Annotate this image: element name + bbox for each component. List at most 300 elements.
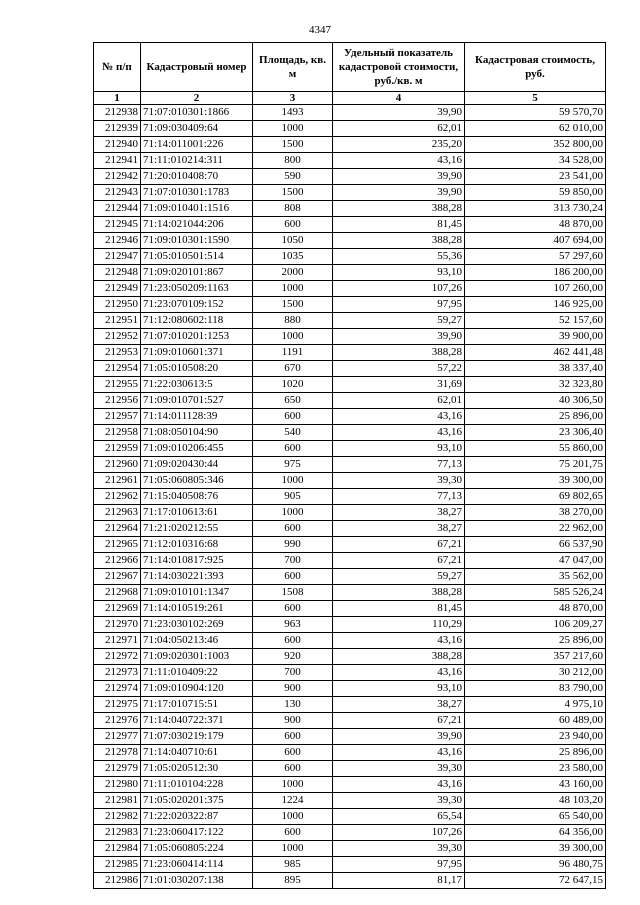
unit-rate-cell: 31,69 bbox=[333, 377, 465, 393]
area-cell: 1500 bbox=[253, 185, 333, 201]
column-number-row bbox=[94, 92, 606, 105]
area-cell: 800 bbox=[253, 153, 333, 169]
row-number-cell: 212957 bbox=[94, 409, 141, 425]
column-number: 3 bbox=[253, 92, 333, 105]
area-cell: 590 bbox=[253, 169, 333, 185]
cadastral-number-cell: 71:09:020430:44 bbox=[141, 457, 253, 473]
cadastral-number-cell: 71:14:040710:61 bbox=[141, 745, 253, 761]
table-row bbox=[94, 361, 606, 377]
cadastral-value-cell: 23 940,00 bbox=[465, 729, 606, 745]
area-cell: 600 bbox=[253, 569, 333, 585]
area-cell: 1000 bbox=[253, 777, 333, 793]
unit-rate-cell: 77,13 bbox=[333, 489, 465, 505]
area-cell: 1493 bbox=[253, 105, 333, 121]
area-cell: 540 bbox=[253, 425, 333, 441]
unit-rate-cell: 81,45 bbox=[333, 601, 465, 617]
row-number-cell: 212975 bbox=[94, 697, 141, 713]
area-cell: 1020 bbox=[253, 377, 333, 393]
row-number-cell: 212961 bbox=[94, 473, 141, 489]
area-cell: 600 bbox=[253, 761, 333, 777]
row-number-cell: 212951 bbox=[94, 313, 141, 329]
unit-rate-cell: 388,28 bbox=[333, 233, 465, 249]
area-cell: 963 bbox=[253, 617, 333, 633]
row-number-cell: 212952 bbox=[94, 329, 141, 345]
cadastral-number-cell: 71:04:050213:46 bbox=[141, 633, 253, 649]
row-number-cell: 212980 bbox=[94, 777, 141, 793]
area-cell: 2000 bbox=[253, 265, 333, 281]
cadastral-value-cell: 38 270,00 bbox=[465, 505, 606, 521]
cadastral-value-cell: 23 541,00 bbox=[465, 169, 606, 185]
table-header bbox=[94, 43, 606, 92]
table-row bbox=[94, 713, 606, 729]
area-cell: 600 bbox=[253, 521, 333, 537]
area-cell: 975 bbox=[253, 457, 333, 473]
table-row bbox=[94, 505, 606, 521]
unit-rate-cell: 43,16 bbox=[333, 633, 465, 649]
unit-rate-cell: 59,27 bbox=[333, 569, 465, 585]
row-number-cell: 212972 bbox=[94, 649, 141, 665]
cadastral-value-cell: 107 260,00 bbox=[465, 281, 606, 297]
cadastral-value-cell: 186 200,00 bbox=[465, 265, 606, 281]
cadastral-number-cell: 71:05:020512:30 bbox=[141, 761, 253, 777]
table-row bbox=[94, 585, 606, 601]
cadastral-number-cell: 71:09:020101:867 bbox=[141, 265, 253, 281]
unit-rate-cell: 388,28 bbox=[333, 649, 465, 665]
cadastral-value-cell: 65 540,00 bbox=[465, 809, 606, 825]
row-number-cell: 212941 bbox=[94, 153, 141, 169]
row-number-cell: 212955 bbox=[94, 377, 141, 393]
unit-rate-cell: 43,16 bbox=[333, 409, 465, 425]
cadastral-number-cell: 71:09:010401:1516 bbox=[141, 201, 253, 217]
cadastral-value-cell: 352 800,00 bbox=[465, 137, 606, 153]
table-row bbox=[94, 537, 606, 553]
table-row bbox=[94, 697, 606, 713]
cadastral-value-cell: 59 570,70 bbox=[465, 105, 606, 121]
unit-rate-cell: 81,17 bbox=[333, 873, 465, 889]
row-number-cell: 212967 bbox=[94, 569, 141, 585]
cadastral-number-cell: 71:21:020212:55 bbox=[141, 521, 253, 537]
cadastral-value-cell: 48 870,00 bbox=[465, 217, 606, 233]
area-cell: 880 bbox=[253, 313, 333, 329]
table-row bbox=[94, 761, 606, 777]
table-row bbox=[94, 457, 606, 473]
cadastral-value-cell: 35 562,00 bbox=[465, 569, 606, 585]
table-row bbox=[94, 201, 606, 217]
table-body bbox=[94, 92, 606, 889]
cadastral-number-cell: 71:11:010409:22 bbox=[141, 665, 253, 681]
unit-rate-cell: 67,21 bbox=[333, 553, 465, 569]
cadastral-value-cell: 72 647,15 bbox=[465, 873, 606, 889]
cadastral-value-cell: 106 209,27 bbox=[465, 617, 606, 633]
row-number-cell: 212969 bbox=[94, 601, 141, 617]
table-row bbox=[94, 601, 606, 617]
row-number-cell: 212982 bbox=[94, 809, 141, 825]
cadastral-number-cell: 71:20:010408:70 bbox=[141, 169, 253, 185]
unit-rate-cell: 43,16 bbox=[333, 745, 465, 761]
unit-rate-cell: 107,26 bbox=[333, 281, 465, 297]
cadastral-value-cell: 38 337,40 bbox=[465, 361, 606, 377]
cadastral-number-cell: 71:05:010501:514 bbox=[141, 249, 253, 265]
table-row bbox=[94, 521, 606, 537]
cadastral-number-cell: 71:14:010817:925 bbox=[141, 553, 253, 569]
row-number-cell: 212963 bbox=[94, 505, 141, 521]
row-number-cell: 212973 bbox=[94, 665, 141, 681]
row-number-cell: 212968 bbox=[94, 585, 141, 601]
cadastral-number-cell: 71:07:010201:1253 bbox=[141, 329, 253, 345]
table-row bbox=[94, 617, 606, 633]
row-number-cell: 212974 bbox=[94, 681, 141, 697]
cadastral-value-cell: 39 900,00 bbox=[465, 329, 606, 345]
cadastral-value-cell: 32 323,80 bbox=[465, 377, 606, 393]
area-cell: 920 bbox=[253, 649, 333, 665]
unit-rate-cell: 110,29 bbox=[333, 617, 465, 633]
table-row bbox=[94, 777, 606, 793]
cadastral-value-table bbox=[93, 42, 606, 889]
row-number-cell: 212945 bbox=[94, 217, 141, 233]
row-number-cell: 212942 bbox=[94, 169, 141, 185]
cadastral-number-cell: 71:08:050104:90 bbox=[141, 425, 253, 441]
cadastral-number-cell: 71:14:011128:39 bbox=[141, 409, 253, 425]
unit-rate-cell: 38,27 bbox=[333, 697, 465, 713]
table-row bbox=[94, 473, 606, 489]
area-cell: 1050 bbox=[253, 233, 333, 249]
unit-rate-cell: 39,30 bbox=[333, 793, 465, 809]
unit-rate-cell: 38,27 bbox=[333, 521, 465, 537]
area-cell: 600 bbox=[253, 217, 333, 233]
area-cell: 900 bbox=[253, 713, 333, 729]
cadastral-value-cell: 59 850,00 bbox=[465, 185, 606, 201]
cadastral-number-cell: 71:09:030409:64 bbox=[141, 121, 253, 137]
table-row bbox=[94, 185, 606, 201]
cadastral-value-cell: 83 790,00 bbox=[465, 681, 606, 697]
table-row bbox=[94, 313, 606, 329]
table-row bbox=[94, 809, 606, 825]
row-number-cell: 212943 bbox=[94, 185, 141, 201]
cadastral-number-cell: 71:12:010316:68 bbox=[141, 537, 253, 553]
unit-rate-cell: 39,90 bbox=[333, 105, 465, 121]
cadastral-value-cell: 60 489,00 bbox=[465, 713, 606, 729]
unit-rate-cell: 388,28 bbox=[333, 201, 465, 217]
cadastral-value-cell: 69 802,65 bbox=[465, 489, 606, 505]
row-number-cell: 212946 bbox=[94, 233, 141, 249]
header-row bbox=[94, 43, 606, 92]
table-row bbox=[94, 649, 606, 665]
cadastral-value-cell: 96 480,75 bbox=[465, 857, 606, 873]
cadastral-value-cell: 64 356,00 bbox=[465, 825, 606, 841]
table-row bbox=[94, 249, 606, 265]
unit-rate-cell: 39,90 bbox=[333, 169, 465, 185]
area-cell: 600 bbox=[253, 825, 333, 841]
unit-rate-cell: 67,21 bbox=[333, 713, 465, 729]
cadastral-value-cell: 39 300,00 bbox=[465, 473, 606, 489]
cadastral-value-cell: 25 896,00 bbox=[465, 745, 606, 761]
cadastral-number-cell: 71:07:030219:179 bbox=[141, 729, 253, 745]
area-cell: 700 bbox=[253, 553, 333, 569]
cadastral-number-cell: 71:22:020322:87 bbox=[141, 809, 253, 825]
table-row bbox=[94, 297, 606, 313]
unit-rate-cell: 39,90 bbox=[333, 729, 465, 745]
area-cell: 1000 bbox=[253, 505, 333, 521]
table-row bbox=[94, 841, 606, 857]
area-cell: 600 bbox=[253, 441, 333, 457]
area-cell: 600 bbox=[253, 745, 333, 761]
cadastral-value-cell: 62 010,00 bbox=[465, 121, 606, 137]
area-cell: 905 bbox=[253, 489, 333, 505]
header-row-number: № п/п bbox=[94, 43, 141, 92]
row-number-cell: 212979 bbox=[94, 761, 141, 777]
column-number: 2 bbox=[141, 92, 253, 105]
cadastral-number-cell: 71:05:020201:375 bbox=[141, 793, 253, 809]
area-cell: 990 bbox=[253, 537, 333, 553]
area-cell: 650 bbox=[253, 393, 333, 409]
cadastral-value-cell: 55 860,00 bbox=[465, 441, 606, 457]
unit-rate-cell: 67,21 bbox=[333, 537, 465, 553]
cadastral-number-cell: 71:07:010301:1866 bbox=[141, 105, 253, 121]
row-number-cell: 212960 bbox=[94, 457, 141, 473]
unit-rate-cell: 57,22 bbox=[333, 361, 465, 377]
cadastral-number-cell: 71:11:010214:311 bbox=[141, 153, 253, 169]
unit-rate-cell: 43,16 bbox=[333, 665, 465, 681]
unit-rate-cell: 39,30 bbox=[333, 761, 465, 777]
row-number-cell: 212983 bbox=[94, 825, 141, 841]
table-row bbox=[94, 745, 606, 761]
row-number-cell: 212939 bbox=[94, 121, 141, 137]
row-number-cell: 212966 bbox=[94, 553, 141, 569]
cadastral-number-cell: 71:05:060805:346 bbox=[141, 473, 253, 489]
cadastral-number-cell: 71:09:010101:1347 bbox=[141, 585, 253, 601]
cadastral-value-cell: 23 306,40 bbox=[465, 425, 606, 441]
cadastral-value-cell: 23 580,00 bbox=[465, 761, 606, 777]
cadastral-value-cell: 66 537,90 bbox=[465, 537, 606, 553]
unit-rate-cell: 39,90 bbox=[333, 185, 465, 201]
unit-rate-cell: 55,36 bbox=[333, 249, 465, 265]
cadastral-number-cell: 71:09:010601:371 bbox=[141, 345, 253, 361]
table-row bbox=[94, 265, 606, 281]
area-cell: 985 bbox=[253, 857, 333, 873]
row-number-cell: 212985 bbox=[94, 857, 141, 873]
cadastral-number-cell: 71:23:060414:114 bbox=[141, 857, 253, 873]
row-number-cell: 212959 bbox=[94, 441, 141, 457]
cadastral-value-cell: 146 925,00 bbox=[465, 297, 606, 313]
cadastral-number-cell: 71:12:080602:118 bbox=[141, 313, 253, 329]
table-row bbox=[94, 825, 606, 841]
area-cell: 600 bbox=[253, 729, 333, 745]
table-row bbox=[94, 441, 606, 457]
row-number-cell: 212950 bbox=[94, 297, 141, 313]
cadastral-value-cell: 25 896,00 bbox=[465, 633, 606, 649]
unit-rate-cell: 97,95 bbox=[333, 297, 465, 313]
column-number: 1 bbox=[94, 92, 141, 105]
row-number-cell: 212954 bbox=[94, 361, 141, 377]
cadastral-number-cell: 71:14:040722:371 bbox=[141, 713, 253, 729]
cadastral-number-cell: 71:14:010519:261 bbox=[141, 601, 253, 617]
table-row bbox=[94, 329, 606, 345]
row-number-cell: 212962 bbox=[94, 489, 141, 505]
table-row bbox=[94, 345, 606, 361]
row-number-cell: 212981 bbox=[94, 793, 141, 809]
cadastral-value-cell: 34 528,00 bbox=[465, 153, 606, 169]
cadastral-number-cell: 71:05:010508:20 bbox=[141, 361, 253, 377]
area-cell: 1000 bbox=[253, 473, 333, 489]
row-number-cell: 212953 bbox=[94, 345, 141, 361]
row-number-cell: 212949 bbox=[94, 281, 141, 297]
table-row bbox=[94, 137, 606, 153]
cadastral-number-cell: 71:09:010701:527 bbox=[141, 393, 253, 409]
row-number-cell: 212944 bbox=[94, 201, 141, 217]
area-cell: 895 bbox=[253, 873, 333, 889]
table-row bbox=[94, 793, 606, 809]
unit-rate-cell: 43,16 bbox=[333, 153, 465, 169]
row-number-cell: 212976 bbox=[94, 713, 141, 729]
cadastral-number-cell: 71:09:010904:120 bbox=[141, 681, 253, 697]
table-row bbox=[94, 633, 606, 649]
area-cell: 1191 bbox=[253, 345, 333, 361]
unit-rate-cell: 107,26 bbox=[333, 825, 465, 841]
area-cell: 700 bbox=[253, 665, 333, 681]
unit-rate-cell: 93,10 bbox=[333, 441, 465, 457]
table-row bbox=[94, 377, 606, 393]
cadastral-value-cell: 30 212,00 bbox=[465, 665, 606, 681]
header-unit-rate: Удельный показатель кадастровой стоимости, руб./кв. м bbox=[333, 43, 465, 92]
table-row bbox=[94, 281, 606, 297]
table-row bbox=[94, 873, 606, 889]
row-number-cell: 212965 bbox=[94, 537, 141, 553]
cadastral-value-cell: 4 975,10 bbox=[465, 697, 606, 713]
cadastral-value-cell: 57 297,60 bbox=[465, 249, 606, 265]
area-cell: 1500 bbox=[253, 297, 333, 313]
cadastral-value-cell: 48 103,20 bbox=[465, 793, 606, 809]
unit-rate-cell: 93,10 bbox=[333, 681, 465, 697]
area-cell: 1500 bbox=[253, 137, 333, 153]
unit-rate-cell: 59,27 bbox=[333, 313, 465, 329]
area-cell: 130 bbox=[253, 697, 333, 713]
row-number-cell: 212948 bbox=[94, 265, 141, 281]
area-cell: 1508 bbox=[253, 585, 333, 601]
cadastral-number-cell: 71:17:010613:61 bbox=[141, 505, 253, 521]
unit-rate-cell: 97,95 bbox=[333, 857, 465, 873]
header-area: Площадь, кв. м bbox=[253, 43, 333, 92]
unit-rate-cell: 235,20 bbox=[333, 137, 465, 153]
cadastral-value-cell: 25 896,00 bbox=[465, 409, 606, 425]
row-number-cell: 212978 bbox=[94, 745, 141, 761]
cadastral-number-cell: 71:23:060417:122 bbox=[141, 825, 253, 841]
column-number: 4 bbox=[333, 92, 465, 105]
area-cell: 808 bbox=[253, 201, 333, 217]
row-number-cell: 212977 bbox=[94, 729, 141, 745]
area-cell: 1035 bbox=[253, 249, 333, 265]
area-cell: 1224 bbox=[253, 793, 333, 809]
area-cell: 1000 bbox=[253, 281, 333, 297]
row-number-cell: 212940 bbox=[94, 137, 141, 153]
table-row bbox=[94, 857, 606, 873]
table-row bbox=[94, 217, 606, 233]
row-number-cell: 212970 bbox=[94, 617, 141, 633]
column-number: 5 bbox=[465, 92, 606, 105]
unit-rate-cell: 77,13 bbox=[333, 457, 465, 473]
table-row bbox=[94, 409, 606, 425]
row-number-cell: 212971 bbox=[94, 633, 141, 649]
cadastral-number-cell: 71:09:010301:1590 bbox=[141, 233, 253, 249]
cadastral-value-cell: 313 730,24 bbox=[465, 201, 606, 217]
unit-rate-cell: 388,28 bbox=[333, 345, 465, 361]
table-row bbox=[94, 681, 606, 697]
cadastral-value-cell: 75 201,75 bbox=[465, 457, 606, 473]
row-number-cell: 212958 bbox=[94, 425, 141, 441]
cadastral-number-cell: 71:23:050209:1163 bbox=[141, 281, 253, 297]
table-row bbox=[94, 569, 606, 585]
table-row bbox=[94, 553, 606, 569]
table-row bbox=[94, 153, 606, 169]
table-row bbox=[94, 105, 606, 121]
area-cell: 670 bbox=[253, 361, 333, 377]
area-cell: 1000 bbox=[253, 329, 333, 345]
cadastral-number-cell: 71:23:030102:269 bbox=[141, 617, 253, 633]
cadastral-number-cell: 71:05:060805:224 bbox=[141, 841, 253, 857]
cadastral-number-cell: 71:09:020301:1003 bbox=[141, 649, 253, 665]
table-row bbox=[94, 489, 606, 505]
cadastral-number-cell: 71:14:011001:226 bbox=[141, 137, 253, 153]
cadastral-value-cell: 48 870,00 bbox=[465, 601, 606, 617]
cadastral-number-cell: 71:23:070109:152 bbox=[141, 297, 253, 313]
cadastral-number-cell: 71:15:040508:76 bbox=[141, 489, 253, 505]
cadastral-value-cell: 585 526,24 bbox=[465, 585, 606, 601]
cadastral-number-cell: 71:17:010715:51 bbox=[141, 697, 253, 713]
cadastral-value-cell: 407 694,00 bbox=[465, 233, 606, 249]
area-cell: 600 bbox=[253, 409, 333, 425]
cadastral-value-cell: 39 300,00 bbox=[465, 841, 606, 857]
table-row bbox=[94, 665, 606, 681]
unit-rate-cell: 388,28 bbox=[333, 585, 465, 601]
unit-rate-cell: 43,16 bbox=[333, 777, 465, 793]
cadastral-number-cell: 71:11:010104:228 bbox=[141, 777, 253, 793]
header-cadastral-number: Кадастровый номер bbox=[141, 43, 253, 92]
table-row bbox=[94, 729, 606, 745]
table-row bbox=[94, 121, 606, 137]
cadastral-number-cell: 71:07:010301:1783 bbox=[141, 185, 253, 201]
unit-rate-cell: 81,45 bbox=[333, 217, 465, 233]
row-number-cell: 212986 bbox=[94, 873, 141, 889]
row-number-cell: 212956 bbox=[94, 393, 141, 409]
area-cell: 1000 bbox=[253, 809, 333, 825]
cadastral-value-cell: 47 047,00 bbox=[465, 553, 606, 569]
row-number-cell: 212947 bbox=[94, 249, 141, 265]
unit-rate-cell: 38,27 bbox=[333, 505, 465, 521]
row-number-cell: 212938 bbox=[94, 105, 141, 121]
unit-rate-cell: 62,01 bbox=[333, 121, 465, 137]
page-number: 4347 bbox=[309, 24, 331, 36]
table-row bbox=[94, 393, 606, 409]
area-cell: 900 bbox=[253, 681, 333, 697]
table-row bbox=[94, 425, 606, 441]
cadastral-value-cell: 22 962,00 bbox=[465, 521, 606, 537]
area-cell: 1000 bbox=[253, 121, 333, 137]
unit-rate-cell: 39,30 bbox=[333, 473, 465, 489]
row-number-cell: 212964 bbox=[94, 521, 141, 537]
area-cell: 600 bbox=[253, 633, 333, 649]
cadastral-value-cell: 43 160,00 bbox=[465, 777, 606, 793]
cadastral-value-cell: 52 157,60 bbox=[465, 313, 606, 329]
cadastral-number-cell: 71:09:010206:455 bbox=[141, 441, 253, 457]
cadastral-number-cell: 71:14:030221:393 bbox=[141, 569, 253, 585]
cadastral-value-cell: 357 217,60 bbox=[465, 649, 606, 665]
unit-rate-cell: 62,01 bbox=[333, 393, 465, 409]
cadastral-number-cell: 71:01:030207:138 bbox=[141, 873, 253, 889]
row-number-cell: 212984 bbox=[94, 841, 141, 857]
area-cell: 1000 bbox=[253, 841, 333, 857]
cadastral-value-cell: 40 306,50 bbox=[465, 393, 606, 409]
unit-rate-cell: 65,54 bbox=[333, 809, 465, 825]
cadastral-value-cell: 462 441,48 bbox=[465, 345, 606, 361]
